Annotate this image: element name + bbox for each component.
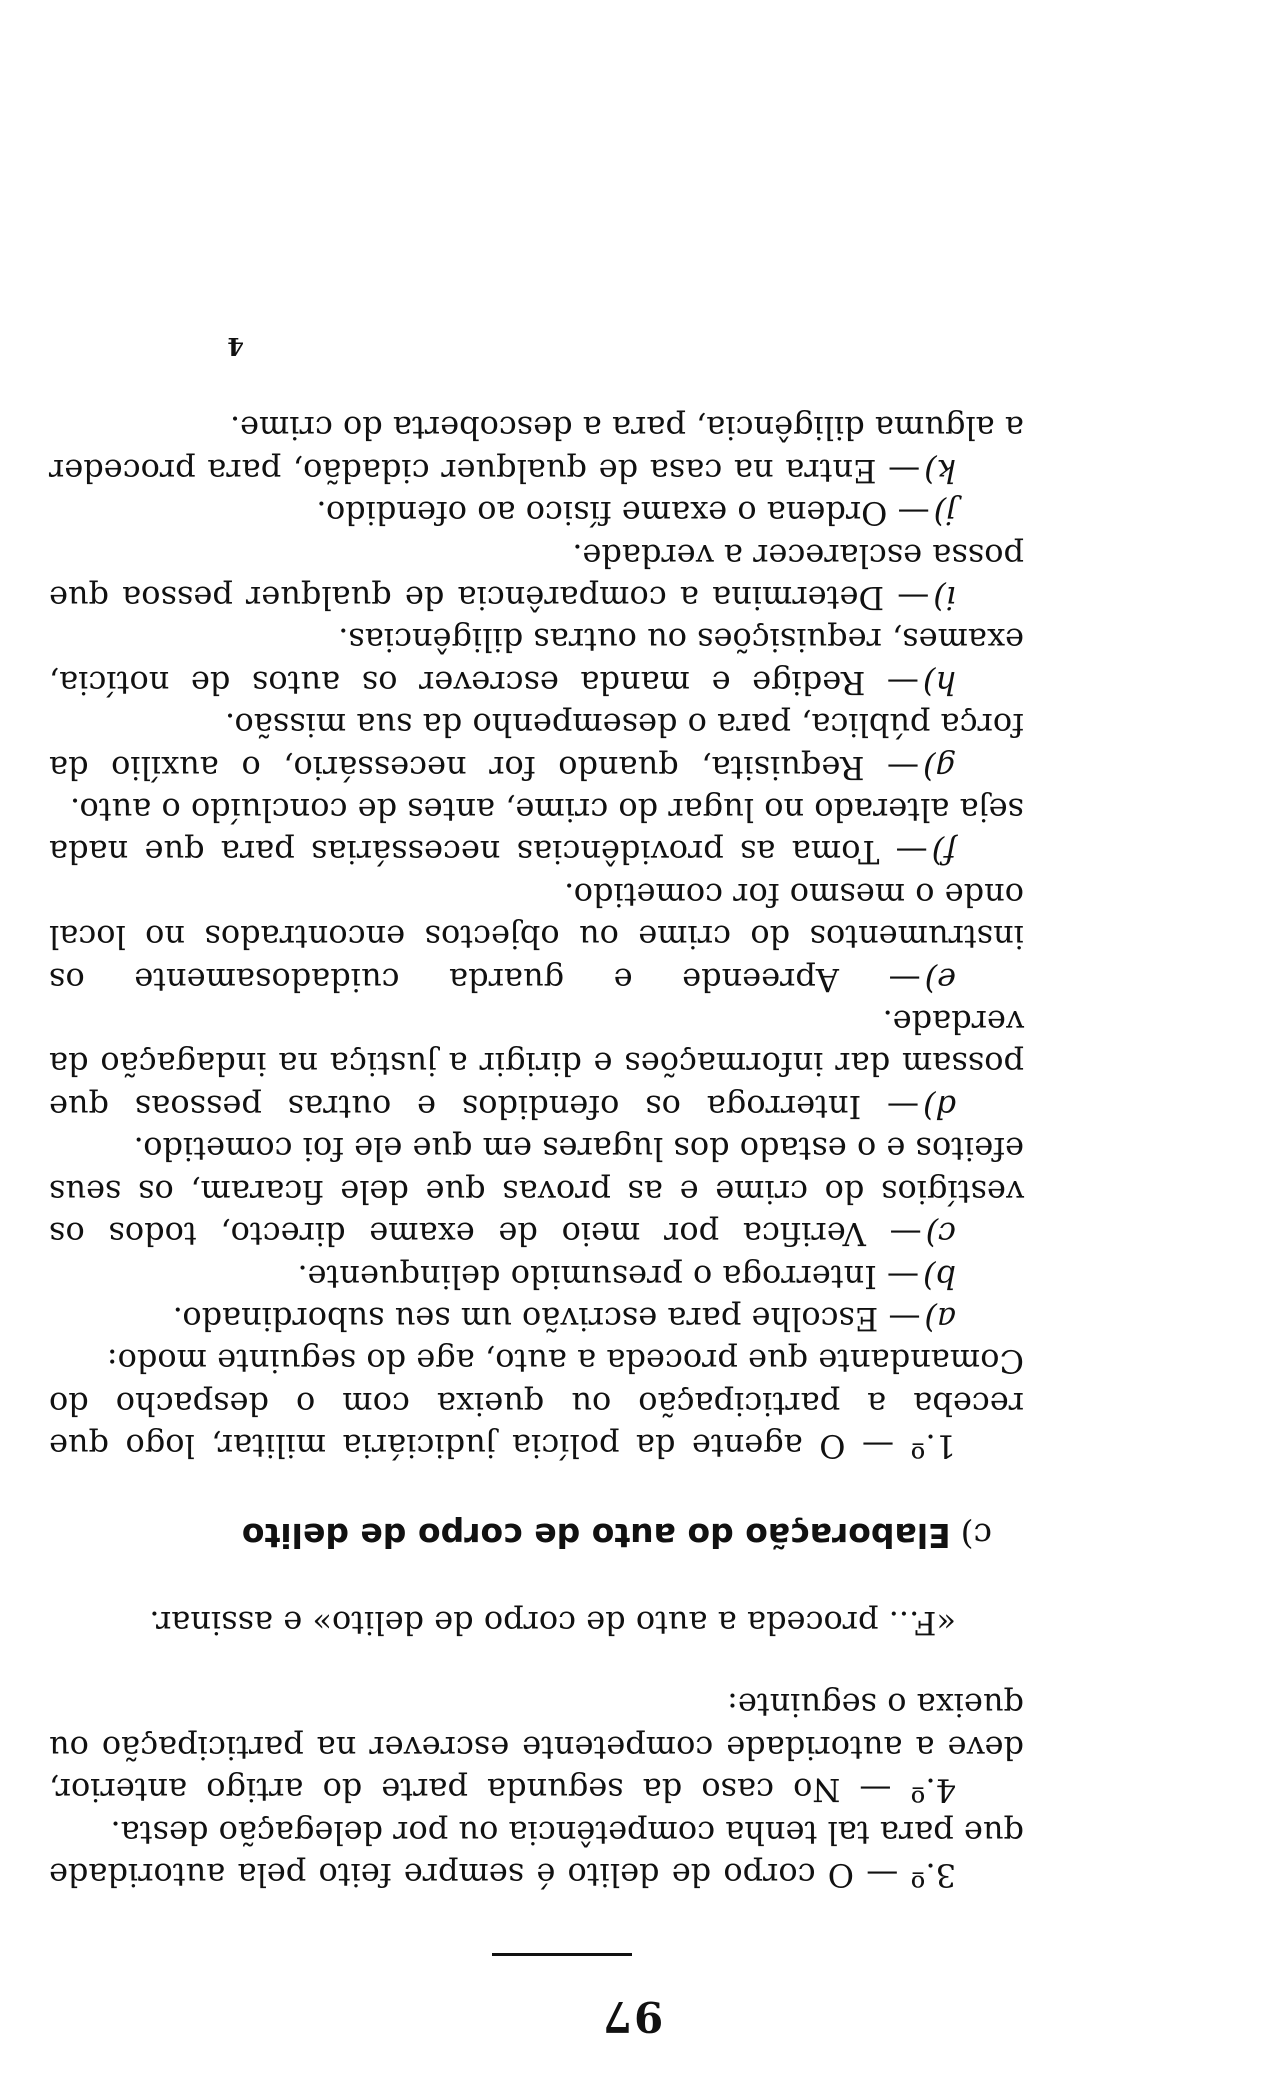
item-letter: f) — [931, 833, 956, 872]
item-letter: k) — [924, 451, 956, 490]
item-text: — Ordena o exame físico ao ofendido. — [316, 494, 930, 533]
item-letter: b) — [923, 1257, 956, 1296]
item-letter: g) — [923, 748, 956, 787]
list-item — [49, 789, 1024, 874]
item-text: — Verifica por meio de exame directo, todos os vestígios do crime e as provas que dele ficaram, os seus efeitos e o estado dos lugares em que ele foi cometido. — [49, 1130, 1024, 1254]
item-text: — Redige e manda escrever os autos de notícia, exames, requisições ou outras diligências. — [49, 621, 1024, 702]
item-text: — Determina a comparência de qualquer pessoa que possa esclarecer a verdade. — [49, 536, 1024, 618]
list-item — [49, 534, 1024, 619]
item-text: — Toma as providências necessárias para que nada seja alterado no lugar do crime, antes de concluído o auto. — [49, 791, 1024, 872]
list-item — [49, 704, 1024, 789]
item-text: — Entra na casa de qualquer cidadão, para proceder a alguma diligência, para a descoberta do crime. — [49, 409, 1024, 490]
list-item — [49, 407, 1024, 492]
section-letter: c) — [960, 1515, 992, 1555]
item-letter: h) — [922, 663, 956, 702]
item-text: — Apreende e guarda cuidadosamente os instrumentos do crime ou objectos encontrados no local onde o mesmo for cometido. — [49, 875, 1024, 999]
section-heading — [49, 1513, 1024, 1555]
list-item — [49, 492, 1024, 534]
item-letter: e) — [924, 960, 956, 999]
paragraph-4: 4.º — No caso da segunda parte do artigo anterior, deve a autoridade competente escrever na participação ou queixa o seguinte: — [49, 1686, 1024, 1810]
list-item — [49, 873, 1024, 1000]
item-text: — Requisita, quando for necessário, o auxílio da força pública, para o desempenho da sua missão. — [49, 706, 1024, 787]
paragraph-3: 3.º — O corpo de delito é sempre feito pela autoridade que para tal tenha competência ou por delegação desta. — [49, 1813, 1024, 1894]
item-letter: c) — [925, 1215, 956, 1254]
item-text: — Interroga os ofendidos e outras pessoas que possam dar informações e dirigir a justiça na indagação da verdade. — [49, 1003, 1024, 1126]
item-letter: a) — [924, 1299, 956, 1338]
item-text: — Escolhe para escrivão um seu subordinado. — [172, 1299, 921, 1338]
item-letter: i) — [933, 579, 956, 618]
list-item — [49, 1128, 1024, 1255]
list-item — [49, 1298, 1024, 1340]
page-number: 97 — [600, 1992, 664, 2041]
signature-mark: 4 — [227, 332, 244, 361]
list-item — [49, 619, 1024, 704]
quote-line: «F... proceda a auto de corpo de delito» e assinar. — [149, 1603, 956, 1642]
list-item — [49, 1001, 1024, 1128]
paragraph-1: 1.º — O agente da polícia judiciária militar, logo que receba a participação ou queixa com o despacho do Comandante que proceda a auto, age do seguinte modo: — [49, 1342, 1024, 1466]
item-text: — Interroga o presumido delinquente. — [297, 1257, 920, 1296]
page-content — [49, 325, 1024, 1896]
header-rule — [492, 1953, 632, 1956]
section-title: Elaboração do auto de corpo de delito — [241, 1515, 951, 1555]
item-letter: j) — [933, 494, 956, 533]
list-item — [49, 1255, 1024, 1297]
item-letter: d) — [923, 1087, 956, 1126]
